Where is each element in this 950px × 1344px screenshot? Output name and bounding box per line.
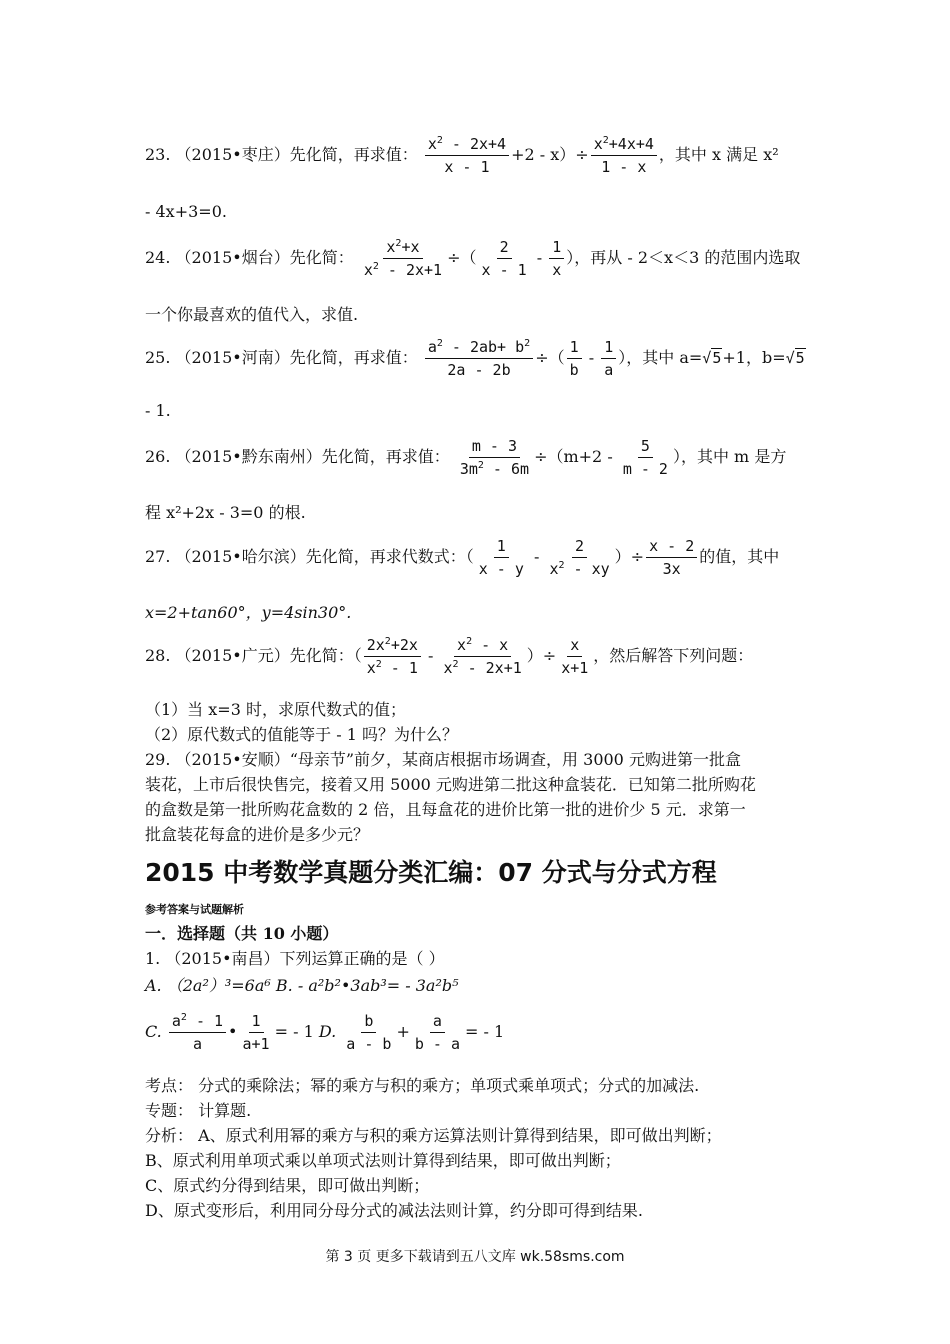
problem-text: ，其中 x 满足 x² (658, 145, 779, 164)
problem-text: - (583, 348, 600, 367)
fraction: $\frac{x - 2}{3x}$ (646, 537, 697, 578)
problem-24 (145, 238, 800, 279)
problem-29-line1: 29. （2015•安顺）“母亲节”前夕，某商店根据市场调查，用 3000 元购进第一批盒 (145, 750, 741, 769)
problem-26 (145, 437, 786, 478)
problem-28-q1: （1）当 x=3 时，求原代数式的值； (145, 700, 406, 719)
problem-source: （2015•黔东南州）先化简，再求值： (175, 447, 450, 466)
fraction: $\frac{x^2 - 2x+4}{x - 1}$ (425, 135, 509, 176)
fraction: $\frac{2x^2+2x}{x^2 - 1}$ (364, 636, 421, 677)
fraction: $\frac{1}{x}$ (549, 238, 564, 279)
sqrt-symbol: √5 (702, 349, 722, 367)
problem-number: 25. (145, 348, 171, 367)
zhuanti: 专题： 计算题. (145, 1101, 252, 1120)
problem-24-line2: 一个你最喜欢的值代入，求值. (145, 305, 359, 324)
fraction: $\frac{1}{x - y}$ (478, 537, 524, 578)
fenxi-b: B、原式利用单项式乘以单项式法则计算得到结果，即可做出判断； (145, 1151, 621, 1170)
fraction: $\frac{1}{b}$ (567, 338, 582, 379)
problem-number: 24. (145, 248, 171, 267)
problem-text: ÷（ (447, 248, 477, 267)
problem-text: ），再从 - 2＜x＜3 的范围内选取 (566, 248, 801, 267)
problem-text: ），其中 a= (618, 348, 703, 367)
fraction: $\frac{x^2+4x+4}{1 - x}$ (591, 135, 657, 176)
problem-text: = - 1 (465, 1022, 505, 1041)
problem-27 (145, 537, 779, 578)
problem-number: 26. (145, 447, 171, 466)
problem-25-line2: - 1. (145, 401, 171, 420)
problem-source: （2015•烟台）先化简： (175, 248, 354, 267)
problem-text: +2 - x）÷ (511, 145, 589, 164)
fraction: $\frac{x^2 - x}{x^2 - 2x+1}$ (443, 636, 522, 677)
problem-source: （2015•哈尔滨）先化简，再求代数式：（ (175, 547, 474, 566)
problem-29-line3: 的盒数是第一批所购花盒数的 2 倍，且每盒花的进价比第一批的进价少 5 元．求第一 (145, 800, 746, 819)
fraction: $\frac{2}{x - 1}$ (481, 238, 527, 279)
options-c-d (145, 1012, 504, 1053)
problem-source: （2015•枣庄）先化简，再求值： (175, 145, 418, 164)
problem-29-line4: 批盒装花每盒的进价是多少元？ (145, 825, 370, 844)
problem-28-q2: （2）原代数式的值能等于 - 1 吗？为什么？ (145, 725, 459, 744)
option-a-text: A. （2a²）³=6a⁶ (145, 976, 271, 995)
question-1-stem: 1. （2015•南昌）下列运算正确的是（ ） (145, 949, 445, 968)
fraction: $\frac{b}{a - b}$ (346, 1012, 392, 1053)
fraction: $\frac{x^2+x}{x^2 - 2x+1}$ (363, 238, 443, 279)
problem-25 (145, 338, 806, 379)
fraction: $\frac{1}{a+1}$ (242, 1012, 270, 1053)
fraction: $\frac{5}{m - 2}$ (622, 437, 668, 478)
problem-28 (145, 636, 753, 677)
problem-number: 23. (145, 145, 171, 164)
problem-text: 的值，其中 (699, 547, 780, 566)
fraction: $\frac{a^2 - 2ab+ b^2}{2a - 2b}$ (425, 338, 533, 379)
fraction: $\frac{x}{x+1}$ (561, 636, 589, 677)
problem-number: 27. (145, 547, 171, 566)
problem-text: - (422, 646, 439, 665)
fraction: $\frac{m - 3}{3m^2 - 6m}$ (459, 437, 530, 478)
option-a (145, 973, 459, 996)
option-d-label: D. (318, 1022, 337, 1041)
problem-number: 28. (145, 646, 171, 665)
problem-29-line2: 装花，上市后很快售完，接着又用 5000 元购进第二批这种盒装花．已知第二批所购花 (145, 775, 756, 794)
page-title: 2015 中考数学真题分类汇编：07 分式与分式方程 (145, 858, 717, 887)
problem-text: ÷（m+2 - (534, 447, 618, 466)
fenxi-d: D、原式变形后，利用同分母分式的减法法则计算，约分即可得到结果. (145, 1201, 643, 1220)
option-c-label: C. (145, 1022, 162, 1041)
problem-text: - (528, 547, 545, 566)
problem-text: ÷（ (535, 348, 565, 367)
problem-26-line2: 程 x²+2x - 3=0 的根. (145, 503, 306, 522)
section-heading: 一．选择题（共 10 小题） (145, 924, 339, 943)
problem-text: • (228, 1022, 238, 1041)
problem-text: + (396, 1022, 410, 1041)
option-b-text: B. - a²b²•3ab³= - 3a²b⁵ (275, 976, 459, 995)
subtitle: 参考答案与试题解析 (145, 903, 244, 916)
fraction: $\frac{2}{x^2 - xy}$ (549, 537, 610, 578)
problem-text: ）÷ (614, 547, 645, 566)
problem-23-line2: - 4x+3=0. (145, 202, 227, 221)
fraction: $\frac{a^2 - 1}{a}$ (169, 1012, 226, 1053)
sqrt-symbol: √5 (785, 349, 805, 367)
problem-text: +1，b= (722, 348, 786, 367)
problem-text: ），其中 m 是方 (672, 447, 787, 466)
problem-source: （2015•河南）先化简，再求值： (175, 348, 418, 367)
fraction: $\frac{1}{a}$ (601, 338, 616, 379)
page-footer: 第 3 页 更多下载请到五八文库 wk.58sms.com (325, 1249, 625, 1265)
problem-text: ）÷ (526, 646, 557, 665)
problem-source: （2015•广元）先化简：（ (175, 646, 362, 665)
problem-text: ，然后解答下列问题： (593, 646, 754, 665)
fenxi-c: C、原式约分得到结果，即可做出判断； (145, 1176, 430, 1195)
problem-27-line2: x=2+tan60°，y=4sin30°. (145, 603, 352, 622)
problem-text: - (531, 248, 548, 267)
fenxi: 分析： A、原式利用幂的乘方与积的乘方运算法则计算得到结果，即可做出判断； (145, 1126, 722, 1145)
problem-text: = - 1 (274, 1022, 314, 1041)
fraction: $\frac{a}{b - a}$ (414, 1012, 460, 1053)
kaodian: 考点： 分式的乘除法；幂的乘方与积的乘方；单项式乘单项式；分式的加减法. (145, 1076, 700, 1095)
problem-23 (145, 135, 779, 176)
